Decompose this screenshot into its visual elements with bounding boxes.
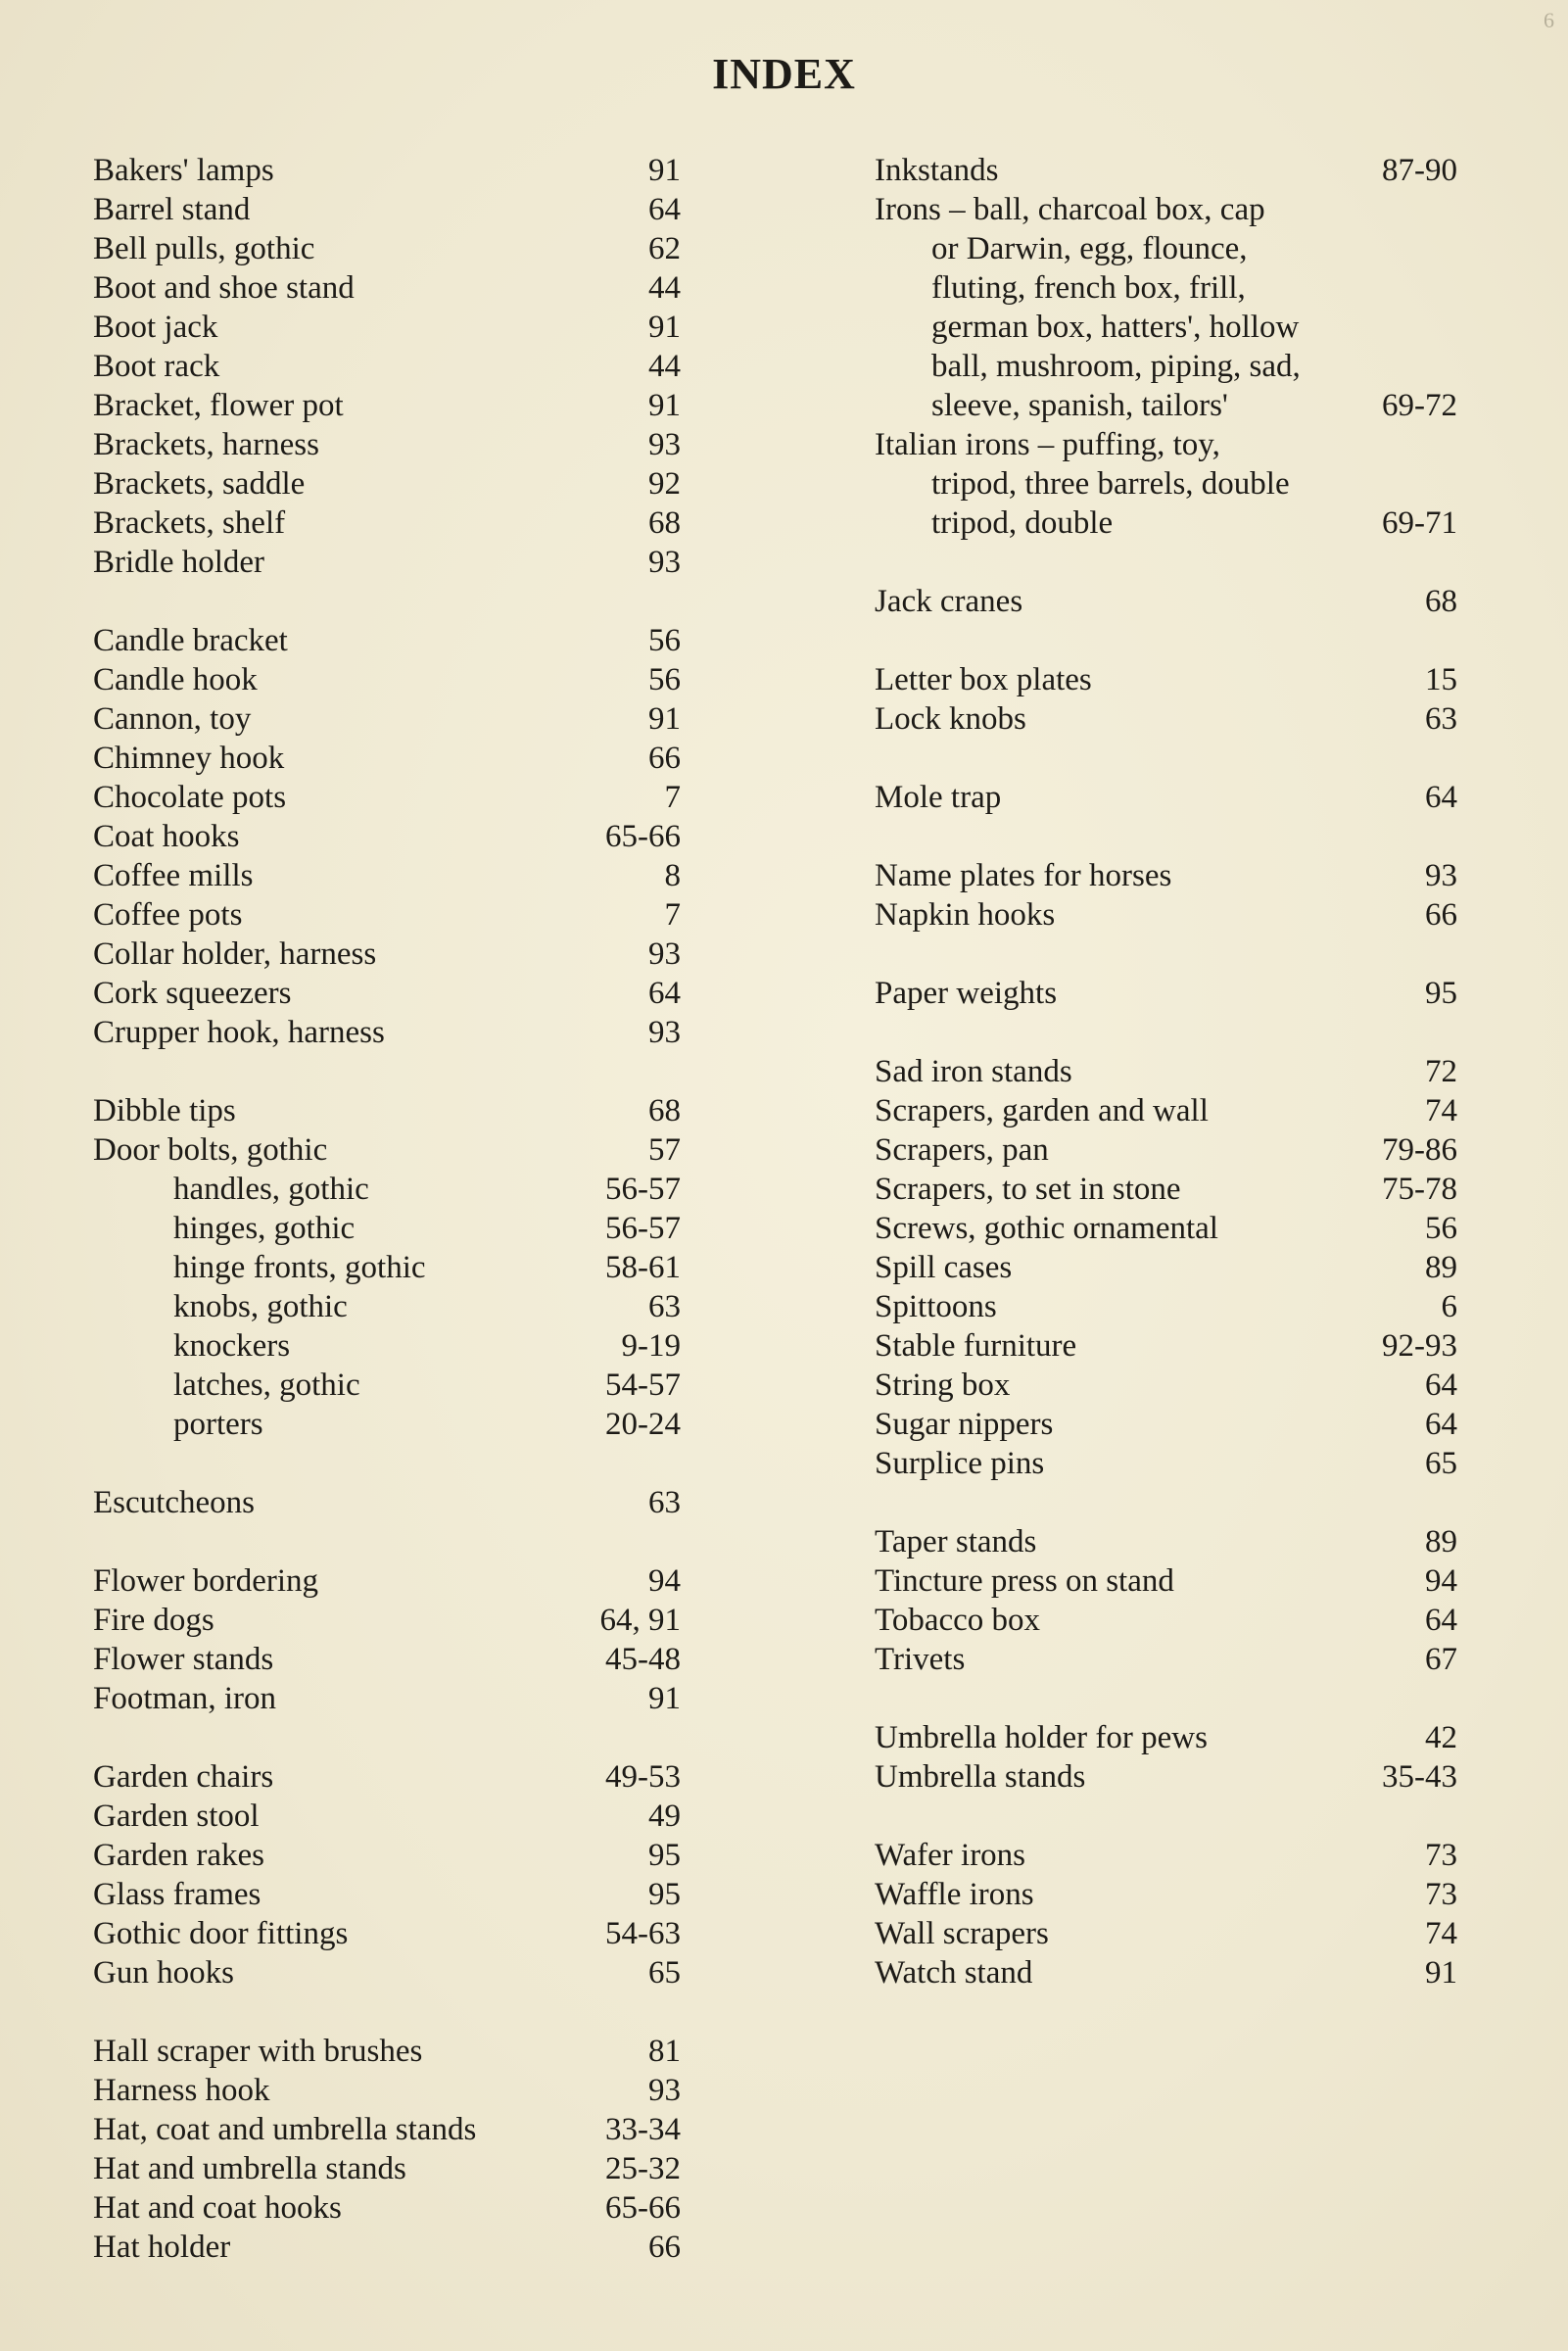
index-page-numbers: 64 xyxy=(648,192,681,227)
index-page-numbers: 68 xyxy=(1425,584,1457,619)
index-entry xyxy=(93,2032,681,2071)
index-entry xyxy=(93,1914,681,1953)
index-term: Brackets, shelf xyxy=(93,505,286,541)
index-term: Spill cases xyxy=(875,1250,1013,1285)
index-term: Dibble tips xyxy=(93,1093,236,1128)
index-entry xyxy=(93,1797,681,1836)
index-entry xyxy=(93,386,681,425)
index-term: Gun hooks xyxy=(93,1955,234,1991)
index-page-numbers: 91 xyxy=(648,1681,681,1716)
index-term: Surplice pins xyxy=(875,1446,1045,1481)
index-page-numbers: 79-86 xyxy=(1382,1132,1457,1168)
index-page-numbers: 66 xyxy=(648,2230,681,2265)
index-term: sleeve, spanish, tailors' xyxy=(931,388,1228,423)
index-term: Garden rakes xyxy=(93,1838,264,1873)
index-term: Scrapers, garden and wall xyxy=(875,1093,1209,1128)
index-term: Hat holder xyxy=(93,2230,231,2265)
index-entry xyxy=(875,1640,1457,1679)
index-term: Flower bordering xyxy=(93,1563,319,1599)
index-page-numbers: 73 xyxy=(1425,1877,1457,1912)
index-entry xyxy=(93,739,681,778)
index-page-numbers: 91 xyxy=(648,701,681,737)
index-entry xyxy=(875,1601,1457,1640)
index-term: Collar holder, harness xyxy=(93,936,377,972)
index-page-numbers: 54-63 xyxy=(605,1916,681,1951)
index-term: Waffle irons xyxy=(875,1877,1034,1912)
index-term: Cannon, toy xyxy=(93,701,252,737)
index-page-numbers: 74 xyxy=(1425,1093,1457,1128)
index-page-numbers: 93 xyxy=(1425,858,1457,893)
index-page-numbers: 89 xyxy=(1425,1524,1457,1559)
index-entry xyxy=(875,1953,1457,1992)
index-term: fluting, french box, frill, xyxy=(931,270,1246,306)
index-entry xyxy=(875,1757,1457,1797)
index-entry xyxy=(93,1483,681,1522)
index-entry xyxy=(875,504,1457,543)
index-term: Wall scrapers xyxy=(875,1916,1049,1951)
index-page-numbers: 75-78 xyxy=(1382,1172,1457,1207)
index-entry xyxy=(93,1209,681,1248)
section-gap xyxy=(93,1444,681,1483)
index-entry xyxy=(875,1326,1457,1366)
index-page-numbers: 65 xyxy=(648,1955,681,1991)
index-entry xyxy=(875,1091,1457,1130)
index-term: tripod, three barrels, double xyxy=(931,466,1290,502)
index-entry xyxy=(875,190,1457,229)
index-entry xyxy=(93,1091,681,1130)
index-entry xyxy=(875,1287,1457,1326)
index-page-numbers: 91 xyxy=(648,310,681,345)
index-entry xyxy=(93,2188,681,2228)
index-entry xyxy=(875,229,1457,268)
index-entry xyxy=(93,2110,681,2149)
index-entry xyxy=(93,621,681,660)
index-entry xyxy=(93,778,681,817)
section-gap xyxy=(93,582,681,621)
index-page-numbers: 33-34 xyxy=(605,2112,681,2147)
index-term: Brackets, harness xyxy=(93,427,319,462)
index-term: Coffee pots xyxy=(93,897,243,933)
index-entry xyxy=(93,425,681,464)
index-term: Bracket, flower pot xyxy=(93,388,344,423)
index-term: Hat and coat hooks xyxy=(93,2190,342,2226)
index-page-numbers: 58-61 xyxy=(605,1250,681,1285)
index-page-numbers: 42 xyxy=(1425,1720,1457,1755)
index-entry xyxy=(875,425,1457,464)
index-entry xyxy=(875,856,1457,895)
index-term: Hat, coat and umbrella stands xyxy=(93,2112,477,2147)
index-page-numbers: 56 xyxy=(648,623,681,658)
index-page-numbers: 9-19 xyxy=(621,1328,681,1364)
index-term: Irons – ball, charcoal box, cap xyxy=(875,192,1265,227)
index-term: Bridle holder xyxy=(93,545,265,580)
index-entry xyxy=(875,1248,1457,1287)
index-term: Sad iron stands xyxy=(875,1054,1072,1089)
index-page-numbers: 49 xyxy=(648,1799,681,1834)
index-entry xyxy=(93,504,681,543)
index-entry xyxy=(93,935,681,974)
index-page-numbers: 64, 91 xyxy=(599,1603,681,1638)
index-entry xyxy=(93,268,681,308)
index-page-numbers: 87-90 xyxy=(1382,153,1457,188)
index-term: Door bolts, gothic xyxy=(93,1132,328,1168)
index-page-numbers: 72 xyxy=(1425,1054,1457,1089)
index-entry xyxy=(875,660,1457,699)
index-page-numbers: 89 xyxy=(1425,1250,1457,1285)
index-term: Paper weights xyxy=(875,976,1058,1011)
index-page-numbers: 95 xyxy=(648,1838,681,1873)
section-gap xyxy=(875,935,1457,974)
index-page-numbers: 93 xyxy=(648,1015,681,1050)
index-page-numbers: 56-57 xyxy=(605,1172,681,1207)
index-term: Inkstands xyxy=(875,153,999,188)
index-term: handles, gothic xyxy=(173,1172,369,1207)
index-term: Footman, iron xyxy=(93,1681,276,1716)
index-term: Wafer irons xyxy=(875,1838,1026,1873)
index-term: Tincture press on stand xyxy=(875,1563,1174,1599)
section-gap xyxy=(875,817,1457,856)
index-term: Boot rack xyxy=(93,349,220,384)
index-entry xyxy=(875,1561,1457,1601)
index-entry xyxy=(875,778,1457,817)
index-entry xyxy=(93,229,681,268)
index-entry xyxy=(875,1836,1457,1875)
index-term: Barrel stand xyxy=(93,192,251,227)
index-page-numbers: 64 xyxy=(1425,1367,1457,1403)
index-page-numbers: 64 xyxy=(1425,780,1457,815)
index-entry xyxy=(93,1757,681,1797)
index-entry xyxy=(93,1601,681,1640)
index-term: hinges, gothic xyxy=(173,1211,356,1246)
index-term: Fire dogs xyxy=(93,1603,214,1638)
index-page-numbers: 68 xyxy=(648,1093,681,1128)
index-term: Lock knobs xyxy=(875,701,1026,737)
index-term: Crupper hook, harness xyxy=(93,1015,385,1050)
index-entry xyxy=(93,543,681,582)
index-page-numbers: 45-48 xyxy=(605,1642,681,1677)
index-entry xyxy=(93,1170,681,1209)
index-page-numbers: 91 xyxy=(1425,1955,1457,1991)
index-entry xyxy=(875,386,1457,425)
index-entry xyxy=(93,151,681,190)
section-gap xyxy=(93,1052,681,1091)
index-term: hinge fronts, gothic xyxy=(173,1250,426,1285)
index-term: Trivets xyxy=(875,1642,966,1677)
index-page-numbers: 63 xyxy=(1425,701,1457,737)
index-term: german box, hatters', hollow xyxy=(931,310,1300,345)
index-term: Garden chairs xyxy=(93,1759,274,1795)
index-term: Boot jack xyxy=(93,310,218,345)
index-page-numbers: 20-24 xyxy=(605,1407,681,1442)
index-entry xyxy=(93,1326,681,1366)
index-page-numbers: 65-66 xyxy=(605,819,681,854)
index-term: Umbrella holder for pews xyxy=(875,1720,1208,1755)
page-number: 6 xyxy=(1544,8,1554,32)
index-entry xyxy=(93,1405,681,1444)
index-page-numbers: 64 xyxy=(1425,1407,1457,1442)
index-term: Bakers' lamps xyxy=(93,153,274,188)
index-entry xyxy=(93,347,681,386)
index-term: Escutcheons xyxy=(93,1485,255,1520)
index-term: Tobacco box xyxy=(875,1603,1041,1638)
index-term: Scrapers, to set in stone xyxy=(875,1172,1181,1207)
index-term: Letter box plates xyxy=(875,662,1092,697)
index-term: Taper stands xyxy=(875,1524,1037,1559)
left-index-column xyxy=(93,151,681,2267)
index-entry xyxy=(93,1561,681,1601)
section-gap xyxy=(875,543,1457,582)
index-page-numbers: 92 xyxy=(648,466,681,502)
index-term: Italian irons – puffing, toy, xyxy=(875,427,1220,462)
section-gap xyxy=(875,1797,1457,1836)
index-page-numbers: 49-53 xyxy=(605,1759,681,1795)
index-entry xyxy=(93,1953,681,1992)
index-entry xyxy=(875,1170,1457,1209)
index-page-numbers: 73 xyxy=(1425,1838,1457,1873)
section-gap xyxy=(875,621,1457,660)
index-entry xyxy=(875,268,1457,308)
index-page-numbers: 68 xyxy=(648,505,681,541)
index-page-numbers: 44 xyxy=(648,270,681,306)
index-term: or Darwin, egg, flounce, xyxy=(931,231,1248,266)
index-entry xyxy=(93,895,681,935)
index-page-numbers: 67 xyxy=(1425,1642,1457,1677)
index-term: knockers xyxy=(173,1328,291,1364)
index-term: knobs, gothic xyxy=(173,1289,348,1324)
index-entry xyxy=(875,1052,1457,1091)
index-entry xyxy=(875,1405,1457,1444)
section-gap xyxy=(875,1013,1457,1052)
index-page-numbers: 95 xyxy=(648,1877,681,1912)
index-entry xyxy=(875,699,1457,739)
index-entry xyxy=(875,1914,1457,1953)
index-page-numbers: 91 xyxy=(648,388,681,423)
section-gap xyxy=(875,739,1457,778)
index-entry xyxy=(93,1366,681,1405)
index-entry xyxy=(93,1836,681,1875)
index-page-numbers: 95 xyxy=(1425,976,1457,1011)
index-term: Garden stool xyxy=(93,1799,260,1834)
index-entry xyxy=(93,1875,681,1914)
index-page-numbers: 93 xyxy=(648,427,681,462)
index-term: Spittoons xyxy=(875,1289,997,1324)
section-gap xyxy=(93,1718,681,1757)
index-entry xyxy=(93,1248,681,1287)
index-entry xyxy=(875,1522,1457,1561)
index-page-numbers: 25-32 xyxy=(605,2151,681,2186)
index-page-numbers: 54-57 xyxy=(605,1367,681,1403)
index-entry xyxy=(875,1444,1457,1483)
index-term: Bell pulls, gothic xyxy=(93,231,315,266)
index-entry xyxy=(93,2071,681,2110)
index-term: tripod, double xyxy=(931,505,1114,541)
index-page-numbers: 69-71 xyxy=(1382,505,1457,541)
section-gap xyxy=(875,1679,1457,1718)
index-term: Screws, gothic ornamental xyxy=(875,1211,1218,1246)
index-term: Coat hooks xyxy=(93,819,240,854)
index-term: Glass frames xyxy=(93,1877,261,1912)
index-page-numbers: 93 xyxy=(648,545,681,580)
index-term: Flower stands xyxy=(93,1642,274,1677)
index-page-numbers: 81 xyxy=(648,2034,681,2069)
index-term: Gothic door fittings xyxy=(93,1916,349,1951)
index-entry xyxy=(93,190,681,229)
index-page-numbers: 66 xyxy=(1425,897,1457,933)
index-term: porters xyxy=(173,1407,263,1442)
index-entry xyxy=(875,308,1457,347)
index-page-numbers: 65-66 xyxy=(605,2190,681,2226)
index-page-numbers: 7 xyxy=(664,780,681,815)
section-gap xyxy=(875,1483,1457,1522)
index-page-numbers: 91 xyxy=(648,153,681,188)
index-page-numbers: 65 xyxy=(1425,1446,1457,1481)
index-entry xyxy=(93,974,681,1013)
index-entry xyxy=(875,151,1457,190)
index-term: Boot and shoe stand xyxy=(93,270,355,306)
index-page-numbers: 94 xyxy=(648,1563,681,1599)
index-term: String box xyxy=(875,1367,1011,1403)
index-entry xyxy=(875,347,1457,386)
index-entry xyxy=(875,974,1457,1013)
index-entry xyxy=(93,1640,681,1679)
index-term: Sugar nippers xyxy=(875,1407,1054,1442)
index-entry xyxy=(93,1130,681,1170)
index-entry xyxy=(93,2149,681,2188)
index-entry xyxy=(93,1679,681,1718)
index-term: Brackets, saddle xyxy=(93,466,306,502)
index-page-numbers: 93 xyxy=(648,2073,681,2108)
index-page-numbers: 6 xyxy=(1441,1289,1457,1324)
index-term: Hat and umbrella stands xyxy=(93,2151,406,2186)
index-entry xyxy=(875,1209,1457,1248)
index-term: latches, gothic xyxy=(173,1367,360,1403)
index-entry xyxy=(93,308,681,347)
index-page-numbers: 63 xyxy=(648,1289,681,1324)
index-entry xyxy=(875,1130,1457,1170)
index-page-numbers: 66 xyxy=(648,741,681,776)
index-page-numbers: 56-57 xyxy=(605,1211,681,1246)
index-title: INDEX xyxy=(712,50,856,98)
index-entry xyxy=(875,464,1457,504)
index-entry xyxy=(93,1287,681,1326)
index-term: Jack cranes xyxy=(875,584,1023,619)
index-page-numbers: 93 xyxy=(648,936,681,972)
index-term: Candle bracket xyxy=(93,623,288,658)
index-entry xyxy=(875,1366,1457,1405)
index-term: Umbrella stands xyxy=(875,1759,1086,1795)
index-term: Name plates for horses xyxy=(875,858,1172,893)
index-term: Watch stand xyxy=(875,1955,1033,1991)
index-entry xyxy=(93,856,681,895)
index-page-numbers: 92-93 xyxy=(1382,1328,1457,1364)
index-term: ball, mushroom, piping, sad, xyxy=(931,349,1301,384)
index-term: Napkin hooks xyxy=(875,897,1056,933)
index-term: Chimney hook xyxy=(93,741,285,776)
index-page-numbers: 63 xyxy=(648,1485,681,1520)
index-term: Scrapers, pan xyxy=(875,1132,1049,1168)
index-page-numbers: 8 xyxy=(664,858,681,893)
index-term: Chocolate pots xyxy=(93,780,287,815)
index-entry xyxy=(875,582,1457,621)
index-page-numbers: 56 xyxy=(648,662,681,697)
right-index-column xyxy=(875,151,1457,1992)
index-page-numbers: 35-43 xyxy=(1382,1759,1457,1795)
index-term: Harness hook xyxy=(93,2073,270,2108)
index-entry xyxy=(875,1875,1457,1914)
index-entry xyxy=(93,2228,681,2267)
index-page-numbers: 64 xyxy=(648,976,681,1011)
index-term: Mole trap xyxy=(875,780,1002,815)
index-page-numbers: 62 xyxy=(648,231,681,266)
index-page-numbers: 15 xyxy=(1425,662,1457,697)
index-page-numbers: 56 xyxy=(1425,1211,1457,1246)
index-entry xyxy=(93,1013,681,1052)
index-entry xyxy=(875,895,1457,935)
index-page-numbers: 64 xyxy=(1425,1603,1457,1638)
index-term: Candle hook xyxy=(93,662,258,697)
index-term: Cork squeezers xyxy=(93,976,292,1011)
index-page-numbers: 69-72 xyxy=(1382,388,1457,423)
index-entry xyxy=(93,817,681,856)
index-page-numbers: 57 xyxy=(648,1132,681,1168)
index-entry xyxy=(93,660,681,699)
index-entry xyxy=(875,1718,1457,1757)
index-term: Hall scraper with brushes xyxy=(93,2034,423,2069)
index-page-numbers: 74 xyxy=(1425,1916,1457,1951)
index-page-numbers: 94 xyxy=(1425,1563,1457,1599)
section-gap xyxy=(93,1522,681,1561)
index-page-numbers: 7 xyxy=(664,897,681,933)
index-entry xyxy=(93,699,681,739)
index-entry xyxy=(93,464,681,504)
section-gap xyxy=(93,1992,681,2032)
index-page-numbers: 44 xyxy=(648,349,681,384)
index-term: Coffee mills xyxy=(93,858,254,893)
index-term: Stable furniture xyxy=(875,1328,1077,1364)
